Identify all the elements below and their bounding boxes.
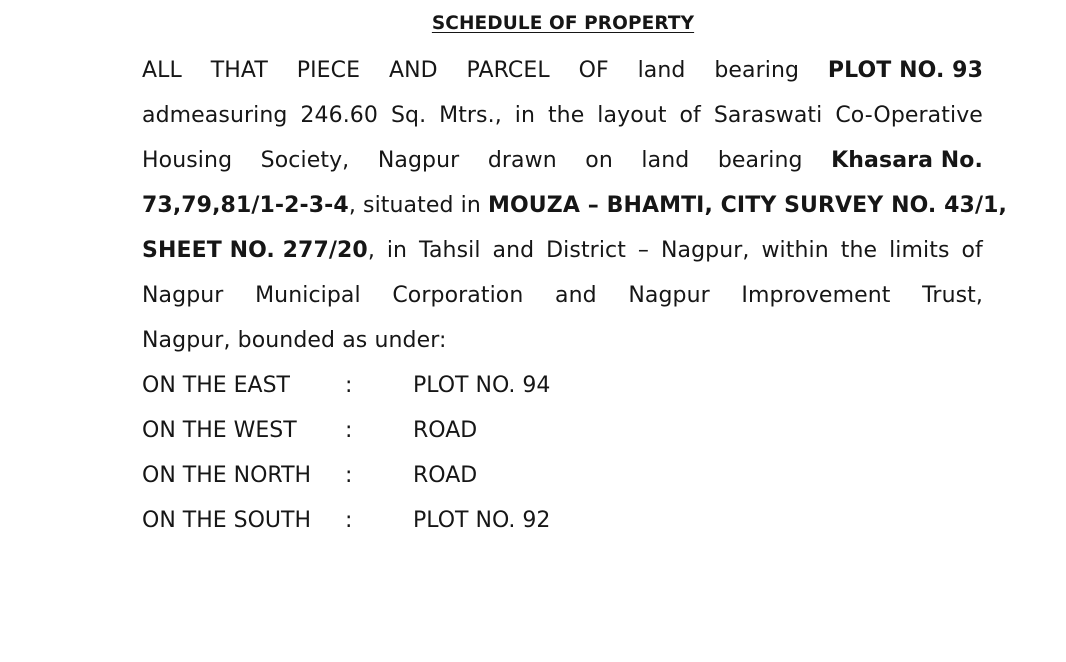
boundary-value: PLOT NO. 92 — [413, 508, 551, 533]
description-line-5 — [142, 228, 983, 273]
description-line-3 — [142, 138, 983, 183]
word: the — [840, 238, 878, 263]
word: Society, — [260, 148, 350, 173]
boundary-value: ROAD — [413, 418, 478, 443]
property-description — [142, 48, 1007, 363]
word: Housing — [142, 148, 233, 173]
word: drawn — [487, 148, 557, 173]
word: bearing — [714, 58, 800, 83]
boundary-colon: : — [345, 373, 353, 398]
khasara-label: Khasara No. — [831, 148, 983, 173]
word: , — [367, 238, 375, 263]
boundary-direction: ON THE NORTH — [142, 463, 312, 488]
word: Nagpur — [142, 283, 224, 308]
plot-number: PLOT NO. 93 — [827, 58, 983, 83]
word: within — [761, 238, 829, 263]
sheet-number: SHEET NO. 277/20 — [142, 238, 368, 263]
word: limits — [889, 238, 950, 263]
boundary-direction: ON THE WEST — [142, 418, 297, 443]
word: of — [679, 103, 701, 128]
boundary-value: PLOT NO. 94 — [413, 373, 551, 398]
mouza-survey: MOUZA – BHAMTI, CITY SURVEY NO. 43/1, — [488, 193, 1007, 218]
schedule-title: SCHEDULE OF PROPERTY — [431, 13, 695, 34]
word: Co-Operative — [835, 103, 983, 128]
word: in — [514, 103, 536, 128]
word: Sq. — [390, 103, 427, 128]
description-line-4 — [142, 183, 1007, 228]
word: of — [961, 238, 983, 263]
boundary-colon: : — [345, 463, 353, 488]
boundary-colon: : — [345, 508, 353, 533]
description-line-2 — [142, 93, 983, 138]
boundary-row-east — [142, 363, 742, 408]
word: THAT — [210, 58, 268, 83]
boundary-row-south — [142, 498, 742, 543]
khasara-numbers: 73,79,81/1-2-3-4 — [142, 193, 349, 218]
word: District — [546, 238, 626, 263]
boundary-row-west — [142, 408, 742, 453]
word: the — [547, 103, 585, 128]
word: Tahsil — [419, 238, 481, 263]
boundary-colon: : — [345, 418, 353, 443]
boundary-row-north — [142, 453, 742, 498]
word: Mtrs., — [439, 103, 502, 128]
word: Improvement — [741, 283, 891, 308]
description-line-7: Nagpur, bounded as under: — [142, 328, 447, 353]
word: Nagpur — [377, 148, 460, 173]
description-line-1 — [142, 48, 983, 93]
boundary-value: ROAD — [413, 463, 478, 488]
word: on — [585, 148, 613, 173]
word: – — [637, 238, 650, 263]
word: in — [386, 238, 408, 263]
word: OF — [578, 58, 609, 83]
sheet-group — [142, 228, 375, 273]
word: Corporation — [392, 283, 524, 308]
boundary-direction: ON THE EAST — [142, 373, 290, 398]
boundary-direction: ON THE SOUTH — [142, 508, 312, 533]
area-value: 246.60 — [300, 103, 378, 128]
word: PARCEL — [466, 58, 550, 83]
word: admeasuring — [142, 103, 288, 128]
word: layout — [597, 103, 667, 128]
word: and — [492, 238, 535, 263]
word: Municipal — [255, 283, 361, 308]
word: AND — [388, 58, 438, 83]
word: Nagpur — [628, 283, 710, 308]
word: Saraswati — [713, 103, 823, 128]
word: Nagpur, — [660, 238, 750, 263]
word: bearing — [717, 148, 803, 173]
word: Trust, — [922, 283, 983, 308]
boundaries-list — [142, 363, 742, 543]
description-line-6 — [142, 273, 983, 318]
word: ALL — [142, 58, 182, 83]
word: and — [555, 283, 597, 308]
word: land — [637, 58, 686, 83]
word: , situated in — [348, 193, 489, 218]
word: PIECE — [296, 58, 361, 83]
word: land — [641, 148, 690, 173]
